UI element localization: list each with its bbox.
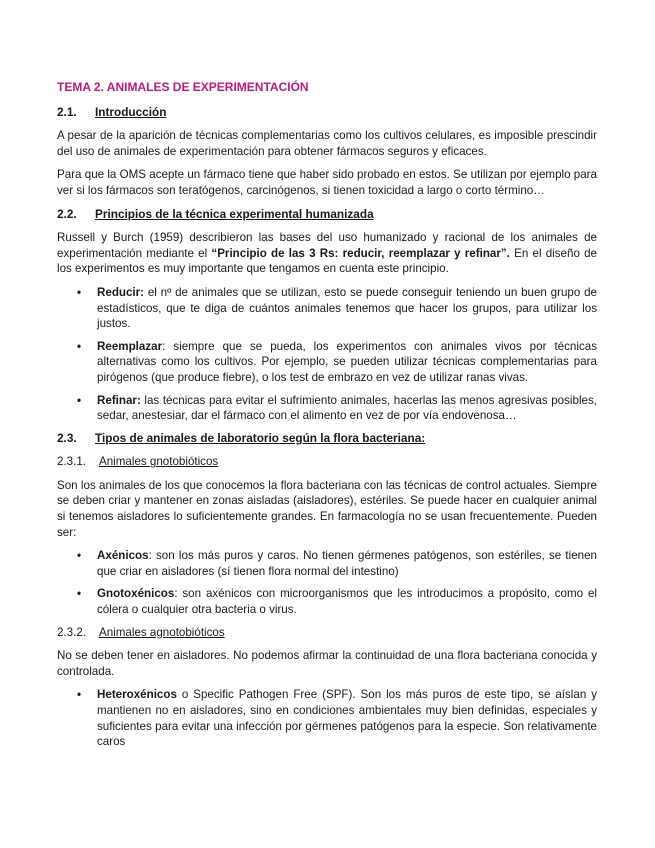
section-number: 2.1. <box>57 104 77 119</box>
list-text: : son axénicos con microorganismos que les introducimos a propósito, como el cólera o cualquier otra bacteria o virus. <box>97 587 597 617</box>
list-item <box>57 687 597 749</box>
list-text: las técnicas para evitar el sufrimiento animales, hacerlas las menos agresivas posibles, sedar, anestesiar, dar el fármaco con el alimento en vez de por vía endovenosa… <box>97 393 597 423</box>
list-term: Axénicos <box>97 549 149 563</box>
list-text: el nº de animales que se utilizan, esto se puede conseguir teniendo un buen grupo de estadísticos, que te diga de cuántos animales tenemos que hacer los grupos, para utilizar los justos. <box>97 285 597 331</box>
paragraph <box>57 230 597 277</box>
bold-principle: “Principio de las 3 Rs: reducir, reemplazar y refinar”. <box>211 246 510 260</box>
section-number: 2.3. <box>57 430 77 445</box>
subsection-title: Animales gnotobióticos <box>99 455 219 469</box>
paragraph: Son los animales de los que conocemos la flora bacteriana con las técnicas de control actuales. Siempre se deben criar y mantener en zonas aisladas (aisladores), estériles. Se puede hacer en cualquier animal si tenemos aisladores lo suficientemente grandes. En farmacología no se usan frecuentemente. Pueden ser: <box>57 478 597 539</box>
section-number: 2.2. <box>57 206 77 221</box>
document-page <box>57 80 597 757</box>
list-term: Reemplazar <box>97 339 163 353</box>
bullet-icon: • <box>77 587 82 601</box>
bullet-icon: • <box>77 285 82 299</box>
bullet-icon: • <box>77 339 82 353</box>
list-term: Refinar: <box>97 393 141 407</box>
section-2-2-heading <box>57 207 597 223</box>
subsection-2-3-2-heading <box>57 625 597 641</box>
document-title: TEMA 2. ANIMALES DE EXPERIMENTACIÓN <box>57 80 309 94</box>
paragraph: A pesar de la aparición de técnicas complementarias como los cultivos celulares, es imposible prescindir del uso de animales de experimentación para obtener fármacos seguros y eficaces. <box>57 129 597 158</box>
bullet-icon: • <box>77 393 82 407</box>
bullet-list <box>57 687 597 749</box>
bullet-icon: • <box>77 688 82 702</box>
paragraph: No se deben tener en aisladores. No podemos afirmar la continuidad de una flora bacteriana conocida y controlada. <box>57 649 597 678</box>
subsection-title: Animales agnotobióticos <box>99 625 225 639</box>
list-item <box>57 586 597 617</box>
list-text: : siempre que se pueda, los experimentos con animales vivos por técnicas alternativas como los cultivos. Por ejemplo, se pueden utilizar técnicas complementarias para pirógenos (que produce fiebre), o los test de embrazo en vez de utilizar ranas vivas. <box>97 339 597 384</box>
section-title: Principios de la técnica experimental humanizada <box>95 206 374 221</box>
bullet-list <box>57 285 597 424</box>
section-2-1-heading <box>57 105 597 121</box>
bullet-icon: • <box>77 549 82 563</box>
text-run: Russell y Burch (1959) describieron las bases del uso humanizado y racional de los animales de experimentación mediante el <box>57 231 597 260</box>
list-text: : son los más puros y caros. No tienen gérmenes patógenos, son estériles, se tienen que criar en aisladores (sí tienen flora normal del intestino) <box>97 549 597 578</box>
section-title: Tipos de animales de laboratorio según la flora bacteriana: <box>95 430 426 445</box>
section-title: Introducción <box>95 104 167 119</box>
list-item <box>57 393 597 424</box>
list-text: o Specific Pathogen Free (SPF). Son los más puros de este tipo, se aíslan y mantienen no en aisladores, sino en condiciones ambientales muy bien definidas, especiales y suficientes para evitar una infección por gérmenes patógenos para la especie. Son relativamente caros <box>97 688 597 749</box>
section-2-3-heading <box>57 431 597 447</box>
list-term: Heteroxénicos <box>97 688 177 702</box>
list-item <box>57 548 597 579</box>
list-term: Reducir: <box>97 285 145 299</box>
bullet-list <box>57 548 597 617</box>
subsection-2-3-1-heading <box>57 454 597 470</box>
paragraph: Para que la OMS acepte un fármaco tiene que haber sido probado en estos. Se utilizan por ejemplo para ver si los fármacos son teratógenos, carcinógenos, si tienen toxicidad a largo o corto término… <box>57 168 597 197</box>
subsection-number: 2.3.2. <box>57 625 87 639</box>
list-item <box>57 285 597 332</box>
text-run: En el diseño de los experimentos es muy importante que tengamos en cuenta este principio. <box>57 246 597 276</box>
list-term: Gnotoxénicos <box>97 587 175 601</box>
list-item <box>57 339 597 386</box>
subsection-number: 2.3.1. <box>57 455 87 469</box>
